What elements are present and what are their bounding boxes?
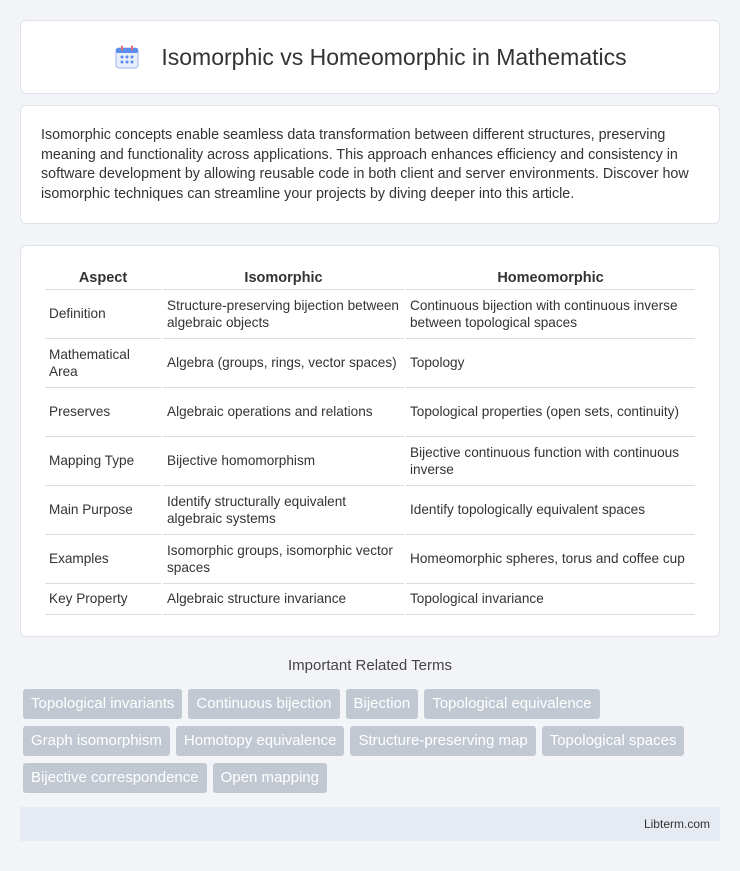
page-title: Isomorphic vs Homeomorphic in Mathematics [161,43,627,70]
row-homeomorphic: Topology [406,339,695,388]
footer-site-link[interactable]: Libterm.com [643,817,710,831]
table-header-row [45,266,695,290]
row-isomorphic: Bijective homomorphism [163,437,404,486]
row-homeomorphic: Identify topologically equivalent spaces [406,486,695,535]
row-isomorphic: Algebra (groups, rings, vector spaces) [163,339,404,388]
footer [20,807,720,841]
table-row [45,535,695,584]
row-homeomorphic: Bijective continuous function with continuous inverse [406,437,695,486]
table-row [45,339,695,388]
related-terms-title: Important Related Terms [288,657,452,674]
tag-bijection[interactable]: Bijection [346,689,419,719]
tag-graph-isomorphism[interactable]: Graph isomorphism [23,726,170,756]
row-homeomorphic: Continuous bijection with continuous inverse between topological spaces [406,290,695,339]
header-isomorphic: Isomorphic [163,266,404,290]
calendar-grid-icon [113,43,141,71]
table-row [45,486,695,535]
row-aspect: Key Property [45,584,161,615]
row-aspect: Definition [45,290,161,339]
tag-structure-preserving-map[interactable]: Structure-preserving map [350,726,535,756]
comparison-table [43,266,697,615]
row-isomorphic: Algebraic structure invariance [163,584,404,615]
intro-text: Isomorphic concepts enable seamless data transformation between different structures, preserving meaning and functionality across applications. This approach enhances efficiency and consistency in software development by allowing reusable code in both client and server environments. Discover how isomorphic techniques can streamline your projects by diving deeper into this article. [41,127,689,202]
intro-card [20,105,720,224]
table-row [45,290,695,339]
row-isomorphic: Structure-preserving bijection between algebraic objects [163,290,404,339]
tag-topological-spaces[interactable]: Topological spaces [542,726,685,756]
table-row [45,437,695,486]
header-homeomorphic: Homeomorphic [406,266,695,290]
tag-topological-equivalence[interactable]: Topological equivalence [424,689,599,719]
tag-open-mapping[interactable]: Open mapping [213,763,327,793]
tag-continuous-bijection[interactable]: Continuous bijection [188,689,339,719]
row-homeomorphic: Topological invariance [406,584,695,615]
row-isomorphic: Isomorphic groups, isomorphic vector spaces [163,535,404,584]
comparison-table-card [20,245,720,637]
header-card [20,20,720,94]
row-homeomorphic: Topological properties (open sets, continuity) [406,388,695,437]
tag-topological-invariants[interactable]: Topological invariants [23,689,182,719]
row-isomorphic: Algebraic operations and relations [163,388,404,437]
tag-bijective-correspondence[interactable]: Bijective correspondence [23,763,207,793]
row-aspect: Examples [45,535,161,584]
row-aspect: Main Purpose [45,486,161,535]
related-terms-tags [23,689,723,793]
table-row [45,388,695,437]
table-row [45,584,695,615]
row-aspect: Mathematical Area [45,339,161,388]
tag-homotopy-equivalence[interactable]: Homotopy equivalence [176,726,345,756]
row-homeomorphic: Homeomorphic spheres, torus and coffee cup [406,535,695,584]
header-aspect: Aspect [45,266,161,290]
row-aspect: Preserves [45,388,161,437]
row-aspect: Mapping Type [45,437,161,486]
row-isomorphic: Identify structurally equivalent algebraic systems [163,486,404,535]
